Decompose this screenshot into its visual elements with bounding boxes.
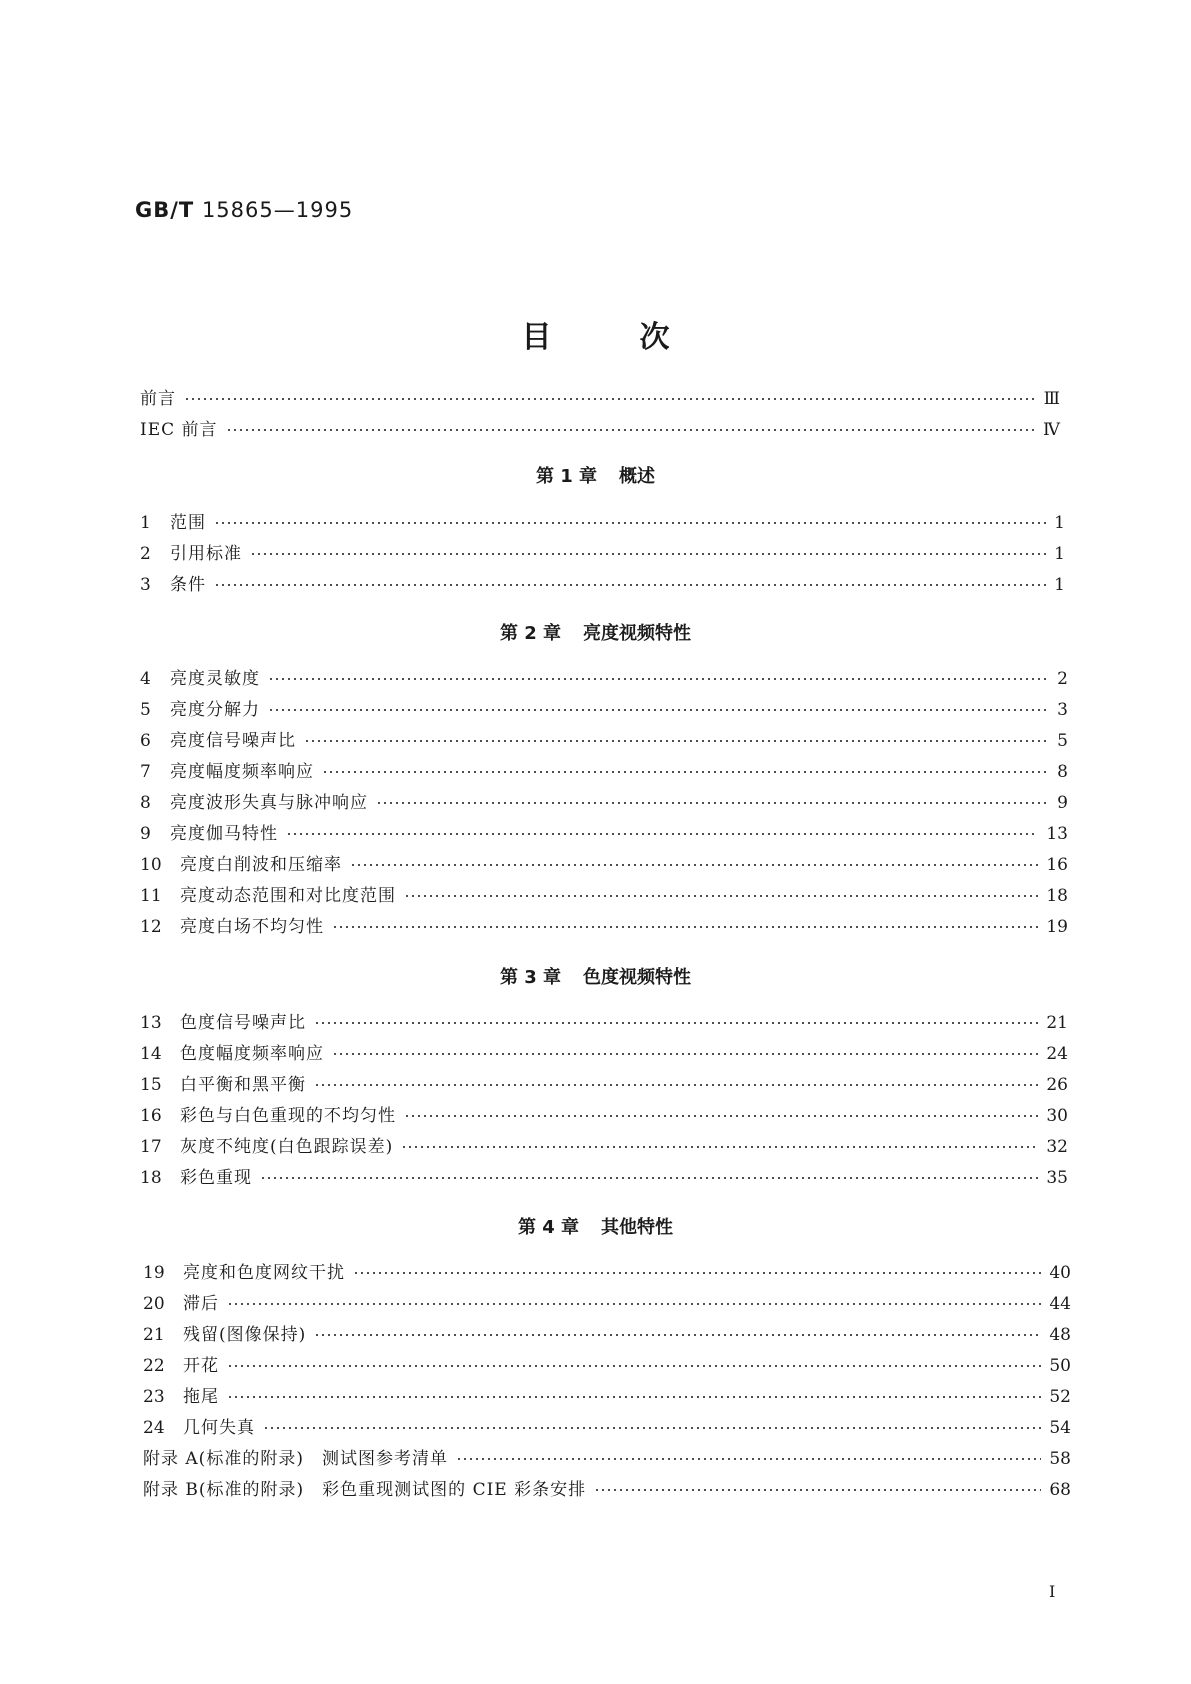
- toc-row[interactable]: [140, 1040, 1068, 1068]
- toc-number: 8: [140, 793, 151, 813]
- toc-page: 52: [1049, 1387, 1071, 1407]
- toc-row[interactable]: [140, 1102, 1068, 1130]
- toc-row-preface[interactable]: [140, 385, 1060, 413]
- toc-label: 附录 A(标准的附录) 测试图参考清单: [143, 1449, 448, 1469]
- toc-row[interactable]: [143, 1414, 1071, 1442]
- chapter-number: 第 3 章: [499, 967, 562, 988]
- toc-number: 3: [140, 575, 151, 595]
- dot-leader: [404, 1114, 1038, 1118]
- toc-page: 32: [1046, 1137, 1068, 1157]
- dot-leader: [594, 1488, 1041, 1492]
- toc-label: 亮度伽马特性: [170, 824, 278, 844]
- standard-number: [135, 198, 353, 222]
- dot-leader: [227, 1395, 1041, 1399]
- toc-label: 色度幅度频率响应: [180, 1044, 324, 1064]
- toc-page: 35: [1046, 1168, 1068, 1188]
- toc-row[interactable]: [143, 1290, 1071, 1318]
- chapter-heading-1: [0, 462, 1191, 488]
- toc-label: 灰度不纯度(白色跟踪误差): [180, 1137, 394, 1157]
- toc-label: 前言: [140, 389, 176, 409]
- dot-leader: [214, 583, 1046, 587]
- dot-leader: [314, 1021, 1038, 1025]
- toc-label: 白平衡和黑平衡: [180, 1075, 306, 1095]
- toc-number: 1: [140, 513, 151, 533]
- dot-leader: [184, 397, 1036, 401]
- toc-page: 13: [1046, 824, 1068, 844]
- toc-number: 9: [140, 824, 151, 844]
- chapter-number: 第 1 章: [535, 466, 598, 487]
- standard-code: 15865—1995: [201, 198, 354, 222]
- toc-label: 亮度和色度网纹干扰: [183, 1263, 345, 1283]
- toc-row[interactable]: [143, 1259, 1071, 1287]
- toc-label: 亮度幅度频率响应: [170, 762, 314, 782]
- dot-leader: [314, 1333, 1041, 1337]
- dot-leader: [227, 1364, 1041, 1368]
- toc-row[interactable]: [140, 571, 1065, 599]
- toc-row[interactable]: [143, 1383, 1071, 1411]
- dot-leader: [227, 1302, 1041, 1306]
- toc-label: 彩色与白色重现的不均匀性: [180, 1106, 396, 1126]
- toc-number: 18: [140, 1168, 162, 1188]
- toc-label: 亮度分解力: [170, 700, 260, 720]
- toc-row[interactable]: [140, 820, 1068, 848]
- toc-page: 3: [1057, 700, 1068, 720]
- toc-label: 残留(图像保持): [183, 1325, 307, 1345]
- toc-row[interactable]: [140, 1009, 1068, 1037]
- title-char-1: 目: [521, 320, 552, 355]
- toc-row-appendix-b[interactable]: [143, 1476, 1071, 1504]
- toc-number: 22: [143, 1356, 165, 1376]
- chapter-heading-4: [0, 1213, 1191, 1239]
- toc-page: 1: [1054, 513, 1065, 533]
- toc-number: 24: [143, 1418, 165, 1438]
- toc-page: 30: [1046, 1106, 1068, 1126]
- dot-leader: [322, 770, 1049, 774]
- toc-page: 40: [1049, 1263, 1071, 1283]
- toc-row-iec-preface[interactable]: [140, 416, 1060, 444]
- toc-page: 18: [1046, 886, 1068, 906]
- toc-number: 6: [140, 731, 151, 751]
- toc-label: 条件: [170, 575, 206, 595]
- toc-page: Ⅲ: [1043, 389, 1060, 409]
- toc-label: 引用标准: [170, 544, 242, 564]
- dot-leader: [268, 677, 1049, 681]
- toc-page: 1: [1054, 575, 1065, 595]
- chapter-title: 色度视频特性: [583, 967, 692, 988]
- toc-number: 20: [143, 1294, 165, 1314]
- toc-page: 58: [1049, 1449, 1071, 1469]
- toc-page: 16: [1046, 855, 1068, 875]
- dot-leader: [260, 1176, 1038, 1180]
- toc-page: 1: [1054, 544, 1065, 564]
- toc-row[interactable]: [140, 1133, 1068, 1161]
- toc-label: 彩色重现: [180, 1168, 252, 1188]
- toc-label: 亮度动态范围和对比度范围: [180, 886, 396, 906]
- toc-page: 19: [1046, 917, 1068, 937]
- chapter-number: 第 2 章: [499, 623, 562, 644]
- toc-page: 54: [1049, 1418, 1071, 1438]
- toc-number: 11: [140, 886, 162, 906]
- toc-page: 26: [1046, 1075, 1068, 1095]
- dot-leader: [268, 708, 1049, 712]
- dot-leader: [250, 552, 1046, 556]
- toc-row[interactable]: [140, 1071, 1068, 1099]
- toc-number: 4: [140, 669, 151, 689]
- toc-row[interactable]: [140, 789, 1068, 817]
- toc-label: 拖尾: [183, 1387, 219, 1407]
- title-char-2: 次: [639, 320, 670, 355]
- toc-number: 21: [143, 1325, 165, 1345]
- toc-label: 亮度白削波和压缩率: [180, 855, 342, 875]
- toc-number: 12: [140, 917, 162, 937]
- toc-label: 附录 B(标准的附录) 彩色重现测试图的 CIE 彩条安排: [143, 1480, 587, 1500]
- toc-label: 亮度波形失真与脉冲响应: [170, 793, 368, 813]
- toc-row[interactable]: [140, 540, 1065, 568]
- page-title: [0, 312, 1191, 356]
- toc-label: 亮度信号噪声比: [170, 731, 296, 751]
- page-folio: I: [1049, 1582, 1056, 1601]
- dot-leader: [286, 832, 1038, 836]
- dot-leader: [214, 521, 1046, 525]
- toc-label: 色度信号噪声比: [180, 1013, 306, 1033]
- toc-page: 8: [1057, 762, 1068, 782]
- toc-page: 2: [1057, 669, 1068, 689]
- chapter-number: 第 4 章: [517, 1217, 580, 1238]
- toc-row[interactable]: [140, 758, 1068, 786]
- toc-page: Ⅳ: [1043, 420, 1060, 440]
- dot-leader: [263, 1426, 1041, 1430]
- dot-leader: [332, 1052, 1038, 1056]
- toc-label: 开花: [183, 1356, 219, 1376]
- toc-row[interactable]: [140, 1164, 1068, 1192]
- toc-label: 亮度灵敏度: [170, 669, 260, 689]
- toc-label: 几何失真: [183, 1418, 255, 1438]
- toc-page: 9: [1057, 793, 1068, 813]
- toc-number: 17: [140, 1137, 162, 1157]
- toc-label: 滞后: [183, 1294, 219, 1314]
- chapter-title: 概述: [619, 466, 656, 487]
- chapter-heading-3: [0, 963, 1191, 989]
- toc-number: 16: [140, 1106, 162, 1126]
- toc-page: 24: [1046, 1044, 1068, 1064]
- toc-row[interactable]: [140, 913, 1068, 941]
- toc-row[interactable]: [140, 696, 1068, 724]
- toc-page: 5: [1057, 731, 1068, 751]
- toc-page: 48: [1049, 1325, 1071, 1345]
- chapter-heading-2: [0, 619, 1191, 645]
- toc-label: IEC 前言: [140, 420, 218, 440]
- toc-row[interactable]: [140, 851, 1068, 879]
- dot-leader: [404, 894, 1038, 898]
- toc-row[interactable]: [140, 665, 1068, 693]
- toc-row[interactable]: [143, 1352, 1071, 1380]
- toc-page: 50: [1049, 1356, 1071, 1376]
- toc-page: 44: [1049, 1294, 1071, 1314]
- chapter-title: 其他特性: [601, 1217, 674, 1238]
- chapter-title: 亮度视频特性: [583, 623, 692, 644]
- toc-number: 13: [140, 1013, 162, 1033]
- dot-leader: [401, 1145, 1038, 1149]
- toc-row-appendix-a[interactable]: [143, 1445, 1071, 1473]
- toc-row[interactable]: [140, 727, 1068, 755]
- dot-leader: [456, 1457, 1041, 1461]
- dot-leader: [376, 801, 1049, 805]
- dot-leader: [332, 925, 1038, 929]
- dot-leader: [350, 863, 1038, 867]
- toc-number: 23: [143, 1387, 165, 1407]
- dot-leader: [226, 428, 1035, 432]
- toc-label: 亮度白场不均匀性: [180, 917, 324, 937]
- dot-leader: [353, 1271, 1041, 1275]
- toc-number: 14: [140, 1044, 162, 1064]
- toc-number: 10: [140, 855, 162, 875]
- dot-leader: [304, 739, 1049, 743]
- toc-page: 68: [1049, 1480, 1071, 1500]
- toc-label: 范围: [170, 513, 206, 533]
- standard-prefix: GB/T: [135, 198, 195, 222]
- toc-row[interactable]: [140, 509, 1065, 537]
- toc-number: 15: [140, 1075, 162, 1095]
- toc-number: 7: [140, 762, 151, 782]
- toc-page: 21: [1046, 1013, 1068, 1033]
- toc-number: 19: [143, 1263, 165, 1283]
- toc-number: 2: [140, 544, 151, 564]
- toc-number: 5: [140, 700, 151, 720]
- dot-leader: [314, 1083, 1038, 1087]
- toc-row[interactable]: [143, 1321, 1071, 1349]
- toc-row[interactable]: [140, 882, 1068, 910]
